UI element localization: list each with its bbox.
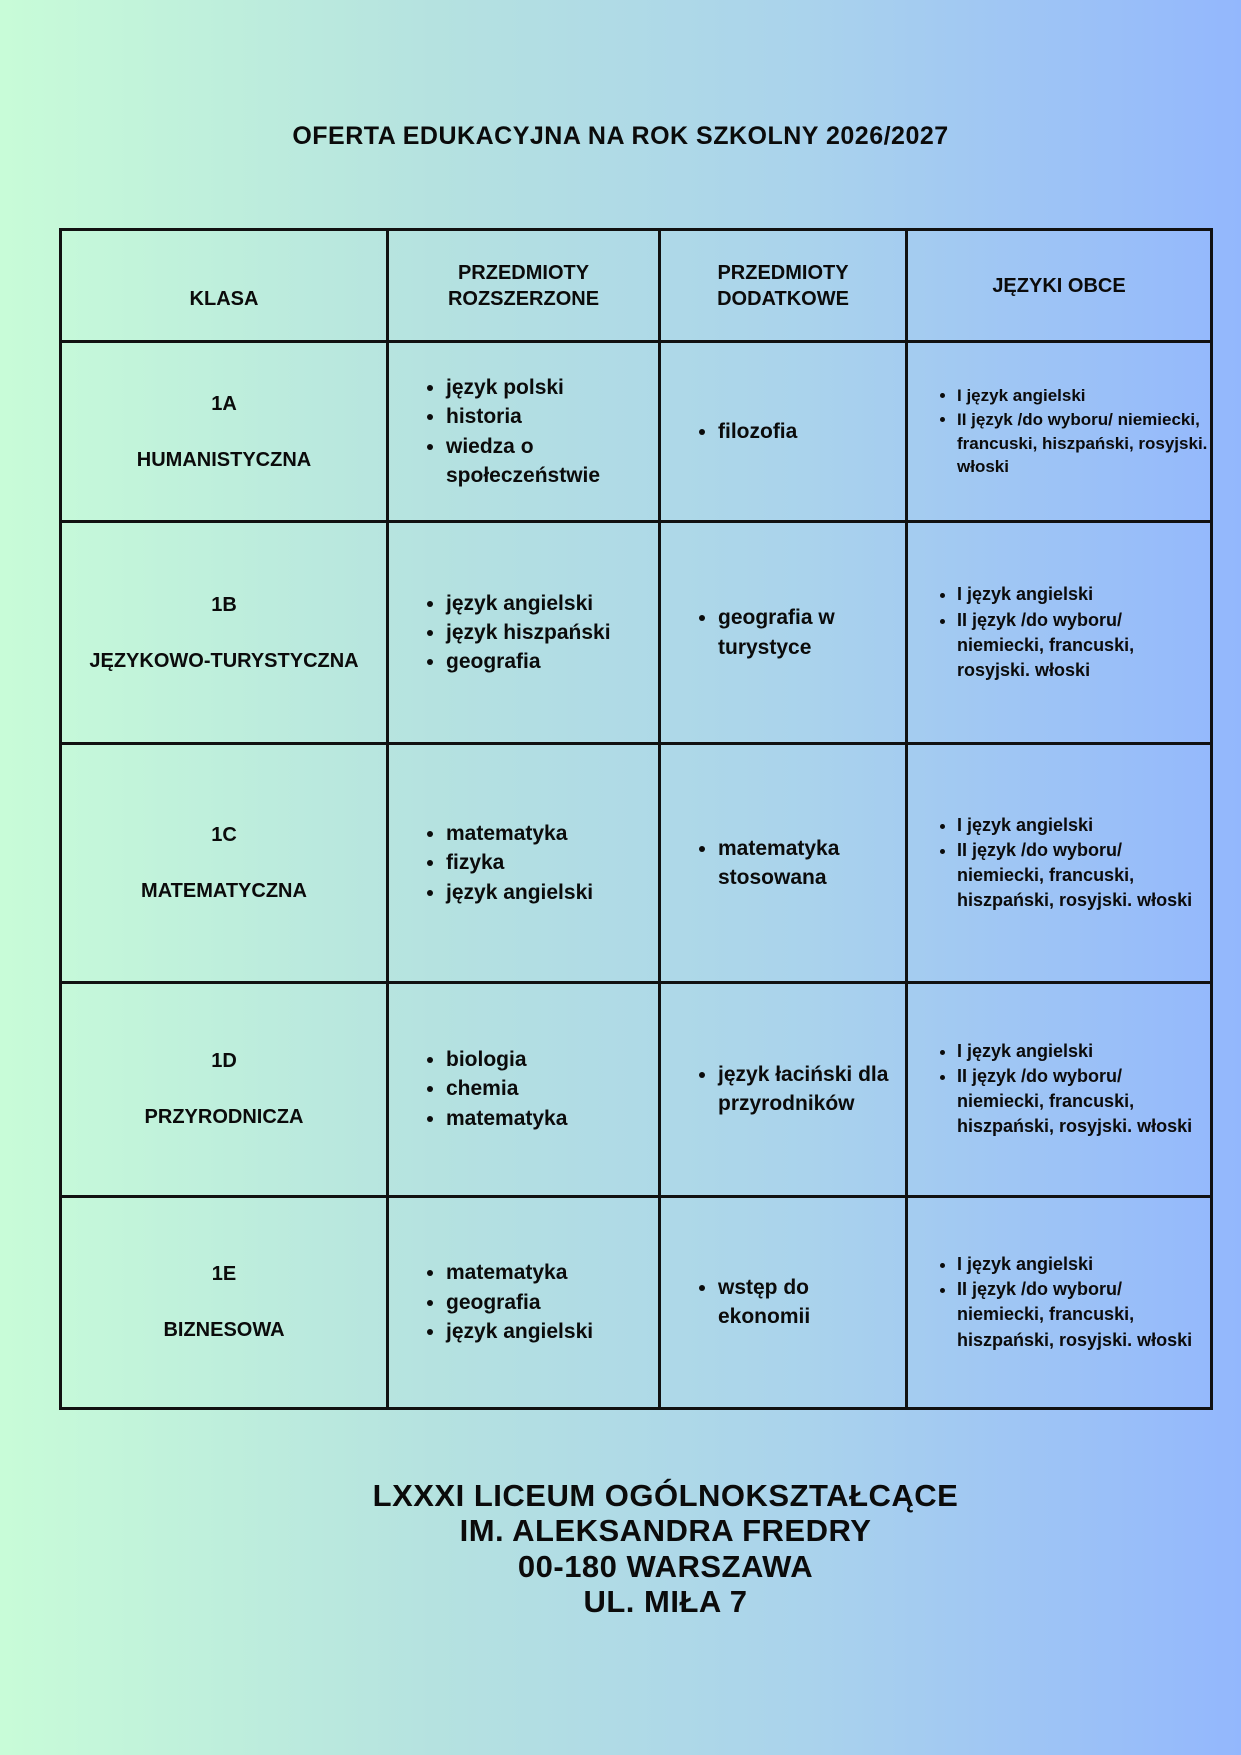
language-item: • I język angielski (957, 1039, 1209, 1064)
extended-subjects-cell-list (390, 1045, 657, 1133)
language-item: • I język angielski (957, 384, 1209, 408)
extended-subject: • matematyka (446, 1258, 657, 1287)
languages-cell-list (909, 1252, 1209, 1353)
extended-subjects-cell-list (390, 373, 657, 491)
class-cell (61, 982, 388, 1196)
table-row (61, 342, 1212, 522)
languages-cell (907, 982, 1212, 1196)
languages-cell (907, 522, 1212, 744)
extended-subject: • geografia (446, 1288, 657, 1317)
additional-subject: • wstęp do ekonomii (718, 1273, 904, 1332)
additional-subjects-cell-list (662, 1060, 904, 1119)
class-profile: HUMANISTYCZNA (136, 448, 312, 471)
page-title: OFERTA EDUKACYJNA NA ROK SZKOLNY 2026/2027 (292, 122, 949, 150)
extended-subjects-cell-list (390, 589, 657, 677)
extended-subjects-cell (388, 1196, 660, 1408)
extended-subject: • wiedza o społeczeństwie (446, 432, 657, 491)
class-profile: BIZNESOWA (163, 1319, 285, 1342)
extended-subject: • język polski (446, 373, 657, 402)
additional-subject: • język łaciński dla przyrodników (718, 1060, 904, 1119)
languages-cell-list (909, 384, 1209, 479)
class-profile: MATEMATYCZNA (141, 879, 307, 902)
table-row (61, 1196, 1212, 1408)
languages-cell-list (909, 813, 1209, 914)
extended-subject: • język angielski (446, 589, 657, 618)
school-patron: IM. ALEKSANDRA FREDRY (459, 1513, 872, 1549)
school-city: 00-180 WARSZAWA (517, 1548, 814, 1584)
language-item: • II język /do wyboru/ niemiecki, francuski, hiszpański, rosyjski. włoski (957, 1277, 1209, 1353)
additional-subjects-cell-list (662, 603, 904, 662)
extended-subjects-cell-list (390, 1258, 657, 1346)
header-dodatkowe: PRZEDMIOTY DODATKOWE (660, 230, 907, 342)
language-item: • I język angielski (957, 1252, 1209, 1277)
extended-subjects-cell-list (390, 819, 657, 907)
extended-subjects-cell (388, 744, 660, 982)
language-item: • II język /do wyboru/ niemiecki, francuski, hiszpański, rosyjski. włoski (957, 1064, 1209, 1140)
class-profile: JĘZYKOWO-TURYSTYCZNA (89, 649, 359, 672)
languages-cell (907, 342, 1212, 522)
extended-subjects-cell (388, 982, 660, 1196)
table-row (61, 744, 1212, 982)
school-street: UL. MIŁA 7 (583, 1583, 748, 1619)
additional-subjects-cell-list (662, 417, 904, 446)
additional-subjects-cell-list (662, 834, 904, 893)
extended-subject: • chemia (446, 1074, 657, 1103)
additional-subjects-cell (660, 982, 907, 1196)
extended-subject: • geografia (446, 647, 657, 676)
class-code: 1D (211, 1050, 237, 1073)
header-klasa: KLASA (61, 230, 388, 342)
class-cell (61, 744, 388, 982)
extended-subject: • biologia (446, 1045, 657, 1074)
extended-subject: • język angielski (446, 878, 657, 907)
additional-subject: • filozofia (718, 417, 904, 446)
class-code: 1E (211, 1263, 237, 1286)
additional-subjects-cell (660, 1196, 907, 1408)
additional-subjects-cell (660, 744, 907, 982)
class-code: 1A (211, 392, 237, 415)
extended-subject: • język hiszpański (446, 618, 657, 647)
additional-subject: • matematyka stosowana (718, 834, 904, 893)
class-cell (61, 522, 388, 744)
class-code: 1C (211, 823, 237, 846)
class-profile: PRZYRODNICZA (144, 1106, 304, 1129)
language-item: • II język /do wyboru/ niemiecki, francuski, hiszpański, rosyjski. włoski (957, 408, 1209, 479)
class-cell (61, 342, 388, 522)
header-jezyki: JĘZYKI OBCE (907, 230, 1212, 342)
school-name: LXXXI LICEUM OGÓLNOKSZTAŁCĄCE (372, 1478, 959, 1513)
languages-cell-list (909, 582, 1209, 683)
additional-subjects-cell (660, 522, 907, 744)
table-row (61, 982, 1212, 1196)
additional-subjects-cell (660, 342, 907, 522)
additional-subjects-cell-list (662, 1273, 904, 1332)
language-item: • I język angielski (957, 582, 1209, 607)
language-item: • II język /do wyboru/ niemiecki, francuski, hiszpański, rosyjski. włoski (957, 838, 1209, 914)
extended-subject: • fizyka (446, 848, 657, 877)
extended-subject: • język angielski (446, 1317, 657, 1346)
header-rozszerzone: PRZEDMIOTY ROZSZERZONE (388, 230, 660, 342)
language-item: • II język /do wyboru/ niemiecki, francuski, rosyjski. włoski (957, 608, 1209, 684)
extended-subjects-cell (388, 342, 660, 522)
table-header-row (61, 230, 1212, 342)
education-offer-table (59, 228, 1213, 1410)
extended-subject: • matematyka (446, 1104, 657, 1133)
languages-cell (907, 744, 1212, 982)
class-code: 1B (211, 593, 237, 616)
school-address (0, 1478, 1241, 1619)
extended-subject: • historia (446, 402, 657, 431)
additional-subject: • geografia w turystyce (718, 603, 904, 662)
language-item: • I język angielski (957, 813, 1209, 838)
extended-subject: • matematyka (446, 819, 657, 848)
languages-cell-list (909, 1039, 1209, 1140)
languages-cell (907, 1196, 1212, 1408)
class-cell (61, 1196, 388, 1408)
extended-subjects-cell (388, 522, 660, 744)
table-row (61, 522, 1212, 744)
